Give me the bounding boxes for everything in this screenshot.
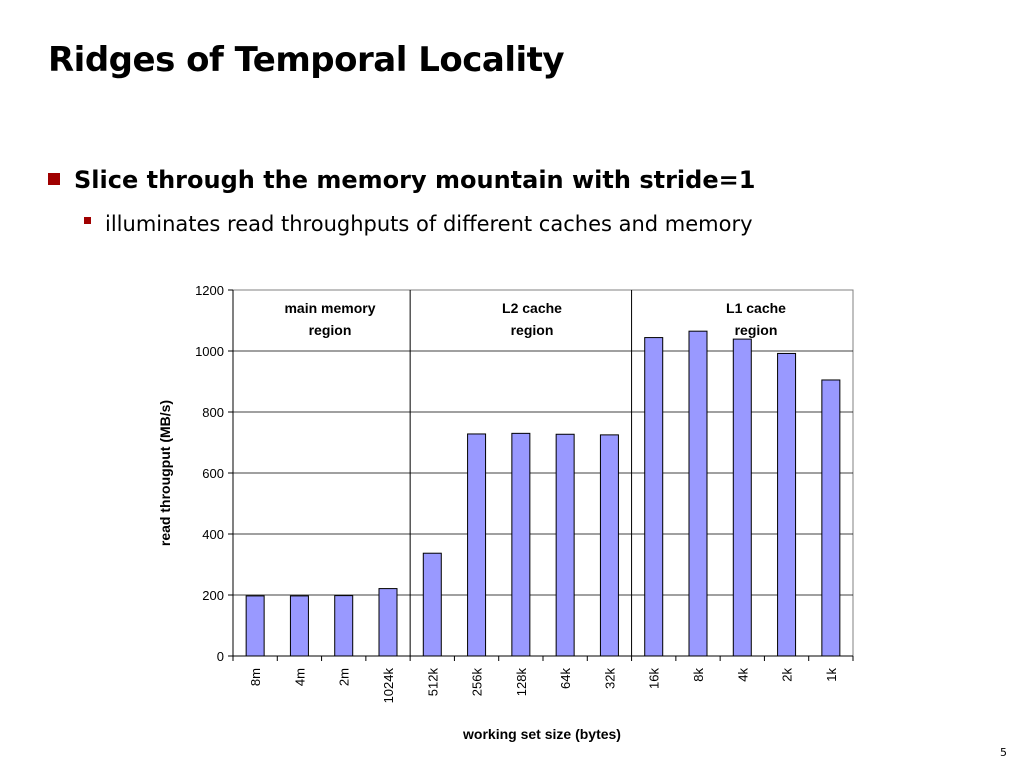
- bar-128k: [512, 433, 530, 656]
- bar-2m: [335, 596, 353, 656]
- x-tick-label: 1024k: [381, 668, 396, 704]
- bar-1024k: [379, 589, 397, 656]
- y-tick-label: 200: [202, 588, 224, 603]
- bar-512k: [423, 553, 441, 656]
- x-tick-label: 4m: [292, 668, 308, 687]
- x-tick-label: 128k: [513, 668, 529, 697]
- bar-64k: [556, 434, 574, 656]
- y-axis-title: read througput (MB/s): [157, 399, 173, 547]
- x-tick-label: 512k: [425, 668, 441, 697]
- region-annotation-line1: L2 cache: [502, 300, 562, 316]
- y-tick-label: 800: [202, 405, 224, 420]
- x-tick-label: 64k: [558, 668, 574, 689]
- x-tick-label: 8m: [248, 668, 264, 687]
- bar-4k: [733, 339, 751, 656]
- x-tick-label: 2k: [779, 668, 795, 682]
- bar-4m: [290, 596, 308, 656]
- x-tick-label: 256k: [469, 668, 485, 697]
- region-annotation-line1: main memory: [284, 300, 376, 316]
- region-annotation-line2: region: [734, 322, 778, 338]
- y-tick-label: 1000: [195, 344, 224, 359]
- region-annotation-line2: region: [510, 322, 554, 338]
- y-tick-label: 600: [202, 466, 224, 481]
- x-tick-label: 8k: [691, 668, 706, 682]
- page-number: 5: [1000, 746, 1007, 759]
- slide-title: Ridges of Temporal Locality: [48, 40, 565, 80]
- x-tick-label: 32k: [602, 668, 618, 689]
- bar-32k: [600, 435, 618, 656]
- bar-256k: [468, 434, 486, 656]
- x-tick-label: 4k: [735, 668, 751, 682]
- y-tick-label: 400: [202, 527, 224, 542]
- main-bullet-text: Slice through the memory mountain with stride=1: [74, 166, 756, 194]
- y-tick-label: 0: [216, 649, 224, 664]
- y-tick-label: 1200: [195, 283, 224, 298]
- sub-bullet-text: illuminates read throughputs of different caches and memory: [105, 212, 753, 236]
- bar-1k: [822, 380, 840, 656]
- region-annotation-line1: L1 cache: [726, 300, 786, 316]
- region-annotation-line2: region: [308, 322, 352, 338]
- x-tick-label: 1k: [823, 668, 839, 682]
- bar-8k: [689, 331, 707, 656]
- bar-8m: [246, 596, 264, 656]
- bar-2k: [778, 353, 796, 656]
- x-tick-label: 16k: [646, 668, 662, 689]
- x-axis-title: working set size (bytes): [463, 726, 621, 742]
- x-tick-label: 2m: [336, 668, 352, 687]
- bar-16k: [645, 338, 663, 656]
